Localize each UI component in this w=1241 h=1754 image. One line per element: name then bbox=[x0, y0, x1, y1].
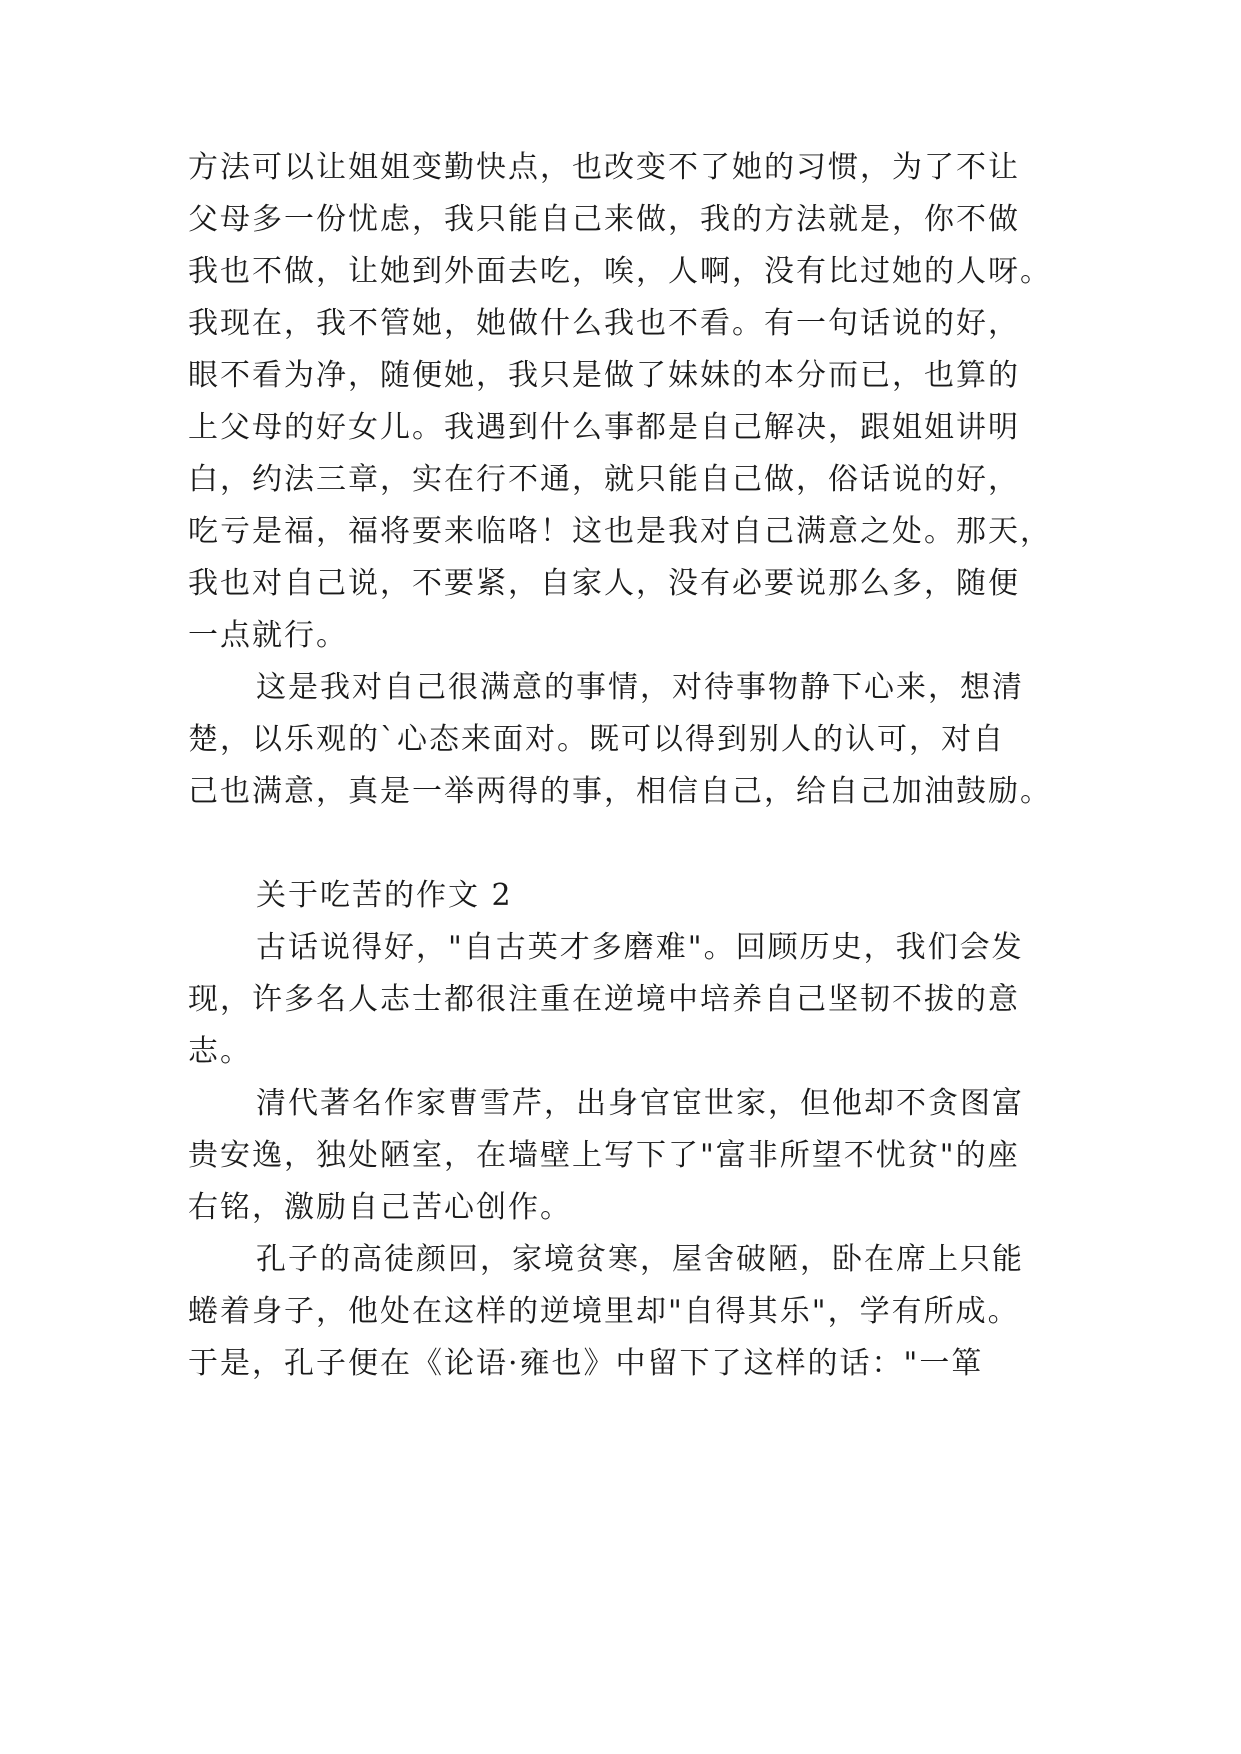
text-line: 这是我对自己很满意的事情，对待事物静下心来，想清 bbox=[256, 670, 1024, 705]
text-line: 古话说得好，"自古英才多磨难"。回顾历史，我们会发 bbox=[256, 930, 1024, 965]
text-line: 贵安逸，独处陋室，在墙壁上写下了"富非所望不忧贫"的座 bbox=[188, 1138, 1020, 1173]
text-line: 现，许多名人志士都很注重在逆境中培养自己坚韧不拔的意 bbox=[188, 982, 1020, 1017]
text-line: 志。 bbox=[188, 1034, 252, 1069]
text-line: 于是，孔子便在《论语·雍也》中留下了这样的话："一箪 bbox=[188, 1346, 984, 1381]
text-line: 眼不看为净，随便她，我只是做了妹妹的本分而已，也算的 bbox=[188, 358, 1020, 393]
text-line: 己也满意，真是一举两得的事，相信自己，给自己加油鼓励。 bbox=[188, 774, 1052, 809]
text-line: 父母多一份忧虑，我只能自己来做，我的方法就是，你不做 bbox=[188, 202, 1020, 237]
text-line: 白，约法三章，实在行不通，就只能自己做，俗话说的好， bbox=[188, 462, 1020, 497]
text-line: 我现在，我不管她，她做什么我也不看。有一句话说的好， bbox=[188, 306, 1020, 341]
text-line: 我也对自己说，不要紧，自家人，没有必要说那么多，随便 bbox=[188, 566, 1020, 601]
text-line: 蜷着身子，他处在这样的逆境里却"自得其乐"，学有所成。 bbox=[188, 1294, 1020, 1329]
text-line: 我也不做，让她到外面去吃，唉，人啊，没有比过她的人呀。 bbox=[188, 254, 1052, 289]
text-line: 一点就行。 bbox=[188, 618, 348, 653]
text-line: 清代著名作家曹雪芹，出身官宦世家，但他却不贪图富 bbox=[256, 1086, 1024, 1121]
section-heading: 关于吃苦的作文 2 bbox=[256, 878, 513, 913]
text-line: 吃亏是福，福将要来临咯！这也是我对自己满意之处。那天， bbox=[188, 514, 1052, 549]
text-line: 右铭，激励自己苦心创作。 bbox=[188, 1190, 572, 1225]
text-line: 楚，以乐观的`心态来面对。既可以得到别人的认可，对自 bbox=[188, 722, 1005, 757]
text-line: 孔子的高徒颜回，家境贫寒，屋舍破陋，卧在席上只能 bbox=[256, 1242, 1024, 1277]
text-line: 方法可以让姐姐变勤快点，也改变不了她的习惯，为了不让 bbox=[188, 150, 1020, 185]
text-line: 上父母的好女儿。我遇到什么事都是自己解决，跟姐姐讲明 bbox=[188, 410, 1020, 445]
